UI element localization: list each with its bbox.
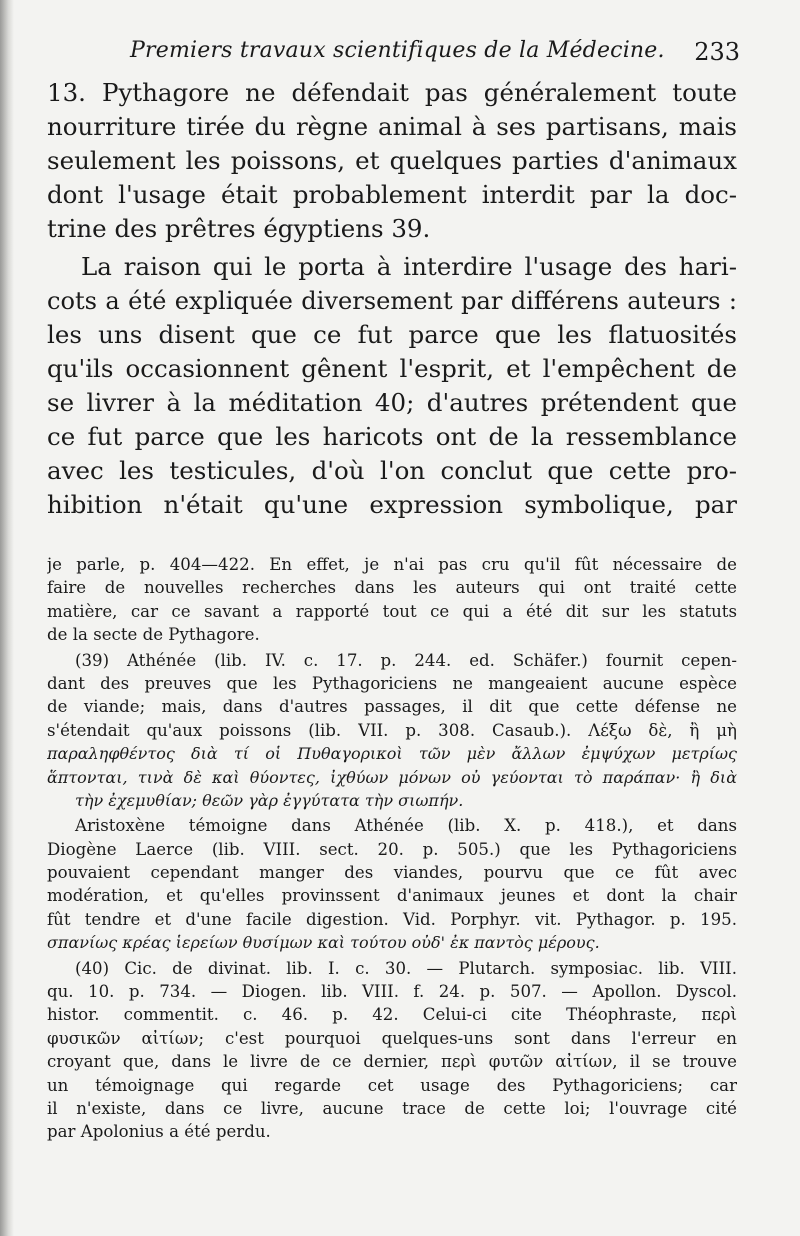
body-line: avec les testicules, d'où l'on conclut que cette pro- bbox=[47, 456, 737, 485]
body-line: ce fut parce que les haricots ont de la ressemblance bbox=[47, 422, 737, 451]
page-number: 233 bbox=[694, 38, 740, 66]
footnote-40-line: φυσικῶν αἰτίων; c'est pourquoi quelques-uns sont dans l'erreur en bbox=[47, 1028, 737, 1048]
body-line: cots a été expliquée diversement par différens auteurs : bbox=[47, 287, 737, 315]
page-gutter-shadow bbox=[0, 0, 14, 1236]
body-line: dont l'usage était probablement interdit par la doc- bbox=[47, 180, 737, 209]
footnote-39-line: de viande; mais, dans d'autres passages, il dit que cette défense ne bbox=[47, 697, 737, 717]
footnote-line: Diogène Laerce (lib. VIII. sect. 20. p. 505.) que les Pythagoriciens bbox=[47, 839, 737, 859]
greek-quotation-line: σπανίως κρέας ἱερείων θυσίμων καὶ τούτου οὐδ' ἐκ παντὸς μέρους. bbox=[47, 933, 600, 953]
footnote-40-line: qu. 10. p. 734. — Diogen. lib. VIII. f. 24. p. 507. — Apollon. Dyscol. bbox=[47, 982, 737, 1002]
body-line: nourriture tirée du règne animal à ses partisans, mais bbox=[47, 112, 737, 141]
body-line: hibition n'était qu'une expression symbolique, par bbox=[47, 490, 737, 519]
footnote-line: modération, et qu'elles provinssent d'animaux jeunes et dont la chair bbox=[47, 886, 737, 906]
body-line: 13. Pythagore ne défendait pas généralement toute bbox=[47, 78, 737, 107]
body-line: se livrer à la méditation 40; d'autres prétendent que bbox=[47, 388, 737, 417]
footnotes-block bbox=[47, 553, 737, 1144]
footnote-39-line: (39) Athénée (lib. IV. c. 17. p. 244. ed. Schäfer.) fournit cepen- bbox=[75, 650, 737, 670]
footnote-40-line: histor. commentit. c. 46. p. 42. Celui-ci cite Théophraste, περὶ bbox=[47, 1005, 737, 1025]
footnote-line: je parle, p. 404—422. En effet, je n'ai pas cru qu'il fût nécessaire de bbox=[47, 555, 737, 574]
footnote-line: Aristoxène témoigne dans Athénée (lib. X. p. 418.), et dans bbox=[75, 816, 737, 836]
running-title: Premiers travaux scientifiques de la Médecine. bbox=[130, 38, 665, 63]
footnote-line: faire de nouvelles recherches dans les auteurs qui ont traité cette bbox=[47, 578, 737, 598]
body-line: seulement les poissons, et quelques parties d'animaux bbox=[47, 146, 737, 175]
footnote-line: de la secte de Pythagore. bbox=[47, 625, 260, 645]
footnote-line: matière, car ce savant a rapporté tout ce qui a été dit sur les statuts bbox=[47, 601, 737, 621]
footnote-40-line: (40) Cic. de divinat. lib. I. c. 30. — Plutarch. symposiac. lib. VIII. bbox=[75, 958, 737, 978]
footnote-line: pouvaient cependant manger des viandes, pourvu que ce fût avec bbox=[47, 863, 737, 883]
main-body-text bbox=[47, 76, 737, 522]
footnote-40-line: il n'existe, dans ce livre, aucune trace de cette loi; l'ouvrage cité bbox=[47, 1098, 737, 1118]
greek-quotation-line: ἅπτονται, τινὰ δὲ καὶ θύοντες, ἰχθύων μόνων οὐ γεύονται τὸ παράπαν· ἢ διὰ bbox=[47, 767, 737, 787]
running-head bbox=[130, 30, 740, 70]
footnote-40-line: par Apolonius a été perdu. bbox=[47, 1122, 271, 1142]
footnote-39-line: s'étendait qu'aux poissons (lib. VII. p. 308. Casaub.). Λέξω δὲ, ἢ μὴ bbox=[47, 720, 737, 740]
body-line: les uns disent que ce fut parce que les flatuosités bbox=[47, 320, 737, 349]
body-line: qu'ils occasionnent gênent l'esprit, et l'empêchent de bbox=[47, 354, 737, 383]
footnote-line: fût tendre et d'une facile digestion. Vid. Porphyr. vit. Pythagor. p. 195. bbox=[47, 909, 737, 929]
greek-quotation-line: τὴν ἐχεμυθίαν; θεῶν γὰρ ἐγγύτατα τὴν σιωπήν. bbox=[75, 790, 464, 810]
footnote-39-line: dant des preuves que les Pythagoriciens ne mangeaient aucune espèce bbox=[47, 673, 737, 693]
footnote-40-line: croyant que, dans le livre de ce dernier, περὶ φυτῶν αἰτίων, il se trouve bbox=[47, 1052, 737, 1072]
footnote-40-line: un témoignage qui regarde cet usage des Pythagoriciens; car bbox=[47, 1075, 737, 1095]
body-line: La raison qui le porta à interdire l'usage des hari- bbox=[81, 252, 737, 281]
body-line: trine des prêtres égyptiens 39. bbox=[47, 214, 431, 243]
greek-quotation-line: παραληφθέντος διὰ τί οἱ Πυθαγορικοὶ τῶν μὲν ἄλλων ἐμψύχων μετρίως bbox=[47, 744, 737, 764]
